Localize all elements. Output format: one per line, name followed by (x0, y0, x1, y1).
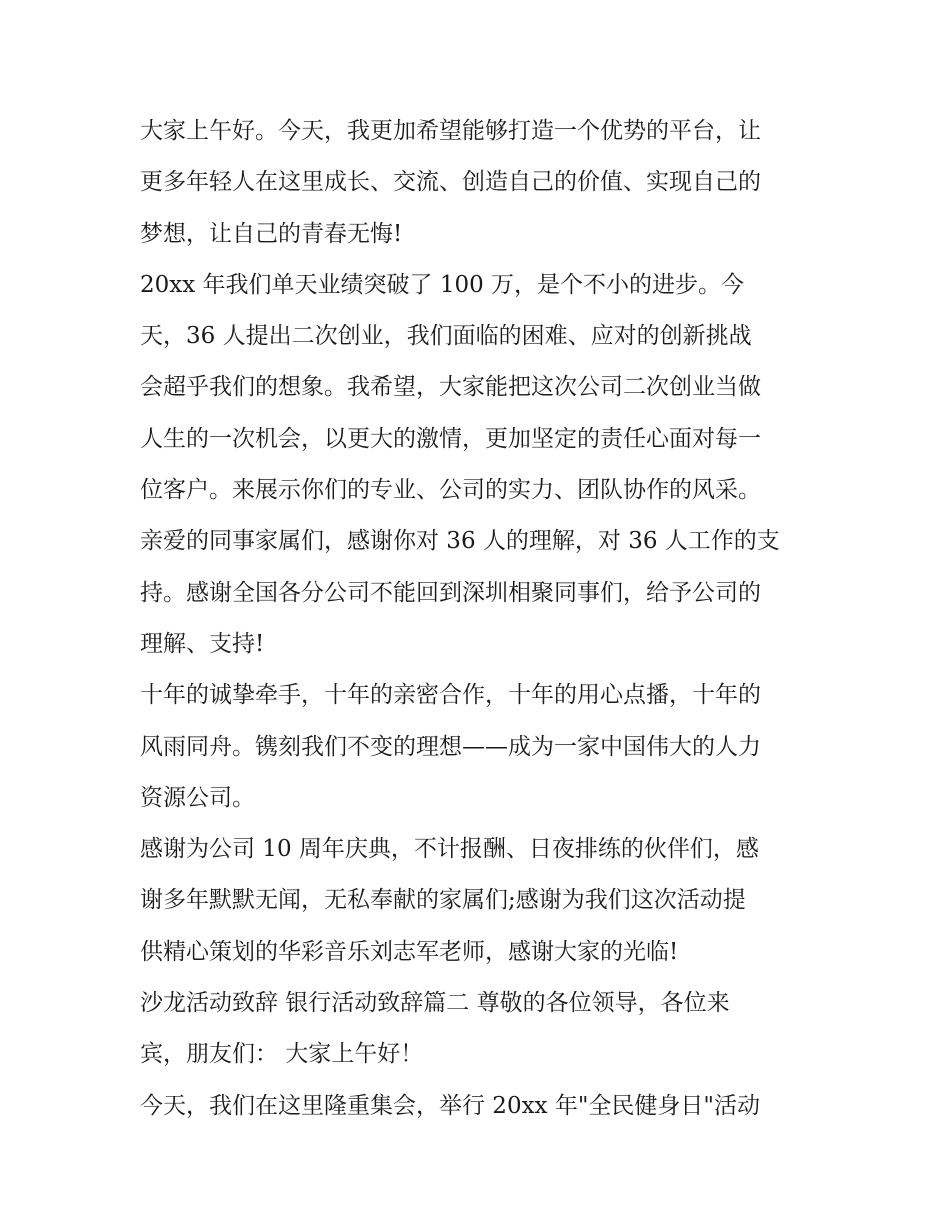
text-line: 理解、支持! (140, 630, 265, 657)
text-line: 持。感谢全国各分公司不能回到深圳相聚同事们，给予公司的 (140, 579, 761, 606)
text-line: 今天，我们在这里隆重集会，举行 20xx 年"全民健身日"活动 (140, 1092, 760, 1119)
text-line: 亲爱的同事家属们，感谢你对 36 人的理解，对 36 人工作的支 (140, 528, 780, 555)
text-line: 沙龙活动致辞 银行活动致辞篇二 尊敬的各位领导，各位来 (140, 990, 730, 1017)
text-line: 感谢为公司 10 周年庆典，不计报酬、日夜排练的伙伴们，感 (140, 836, 759, 863)
text-line: 宾，朋友们： 大家上午好！ (140, 1041, 424, 1068)
text-line: 位客户。来展示你们的专业、公司的实力、团队协作的风采。 (140, 477, 761, 504)
text-line: 资源公司。 (140, 784, 255, 811)
text-line: 人生的一次机会，以更大的激情，更加坚定的责任心面对每一 (140, 425, 761, 452)
document-body (140, 106, 830, 1132)
text-line: 天，36 人提出二次创业，我们面临的困难、应对的创新挑战 (140, 323, 752, 350)
text-line: 大家上午好。今天，我更加希望能够打造一个优势的平台，让 (140, 118, 761, 144)
text-line: 更多年轻人在这里成长、交流、创造自己的价值、实现自己的 (140, 169, 761, 196)
text-line: 十年的诚挚牵手，十年的亲密合作，十年的用心点播，十年的 (140, 682, 761, 709)
text-line: 谢多年默默无闻，无私奉献的家属们;感谢为我们这次活动提 (140, 887, 746, 914)
text-line: 20xx 年我们单天业绩突破了 100 万，是个不小的进步。今 (140, 271, 745, 298)
text-line: 梦想，让自己的青春无悔! (140, 220, 403, 247)
text-line: 风雨同舟。镌刻我们不变的理想——成为一家中国伟大的人力 (140, 733, 761, 760)
text-line: 供精心策划的华彩音乐刘志军老师，感谢大家的光临! (140, 938, 679, 965)
text-line: 会超乎我们的想象。我希望，大家能把这次公司二次创业当做 (140, 374, 761, 401)
